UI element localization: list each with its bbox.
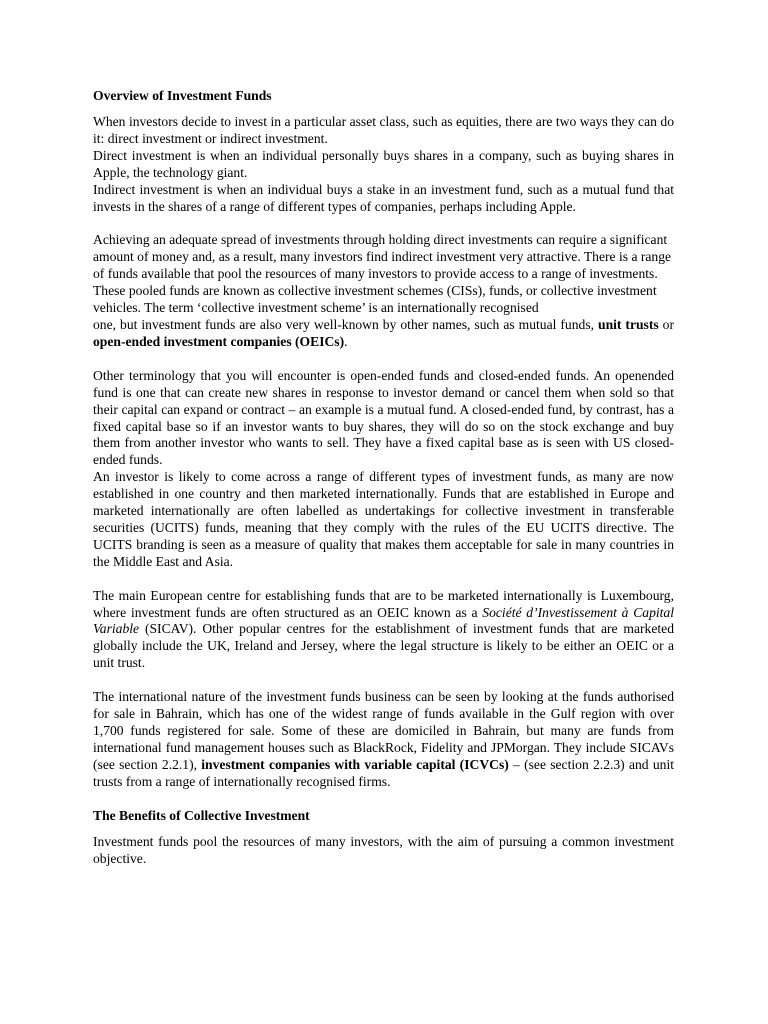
term-icvcs: investment companies with variable capital (ICVCs) [201, 756, 509, 772]
paragraph-bahrain [93, 689, 674, 790]
paragraph-luxembourg [93, 588, 674, 673]
term-oeics: open-ended investment companies (OEICs) [93, 333, 345, 349]
fund-names-or: or [658, 316, 674, 332]
paragraph-direct-investment: Direct investment is when an individual personally buys shares in a company, such as buying shares in Apple, the technology giant. [93, 147, 674, 180]
section-heading-benefits: The Benefits of Collective Investment [93, 807, 310, 823]
luxembourg-text-cont: (SICAV). Other popular centres for the establishment of investment funds that are marketed globally include the UK, Ireland and Jersey, where the legal structure is likely to be either an OEIC or a unit trust. [93, 621, 674, 671]
paragraph-fund-names [93, 317, 674, 351]
bahrain-text-cont: – (see section 2.2.3) and unit trusts from a range of internationally recognised firms. [93, 756, 674, 789]
luxembourg-text: The main European centre for establishing funds that are to be marketed internationally is Luxembourg, where investment funds are often structured as an OEIC known as a [93, 587, 674, 620]
paragraph-collective-schemes: Achieving an adequate spread of investments through holding direct investments can require a significant amount of money and, as a result, many investors find indirect investment very attractive. There is a range of funds available that pool the resources of many investors to provide access to a range of investments. These pooled funds are known as collective investment schemes (CISs), funds, or collective investment vehicles. The term ‘collective investment scheme’ is an internationally recognised [93, 232, 672, 316]
document-page [93, 86, 674, 867]
paragraph-indirect-investment: Indirect investment is when an individual buys a stake in an investment fund, such as a mutual fund that invests in the shares of a range of different types of companies, perhaps including Apple. [93, 181, 674, 214]
section-heading-overview: Overview of Investment Funds [93, 88, 272, 103]
term-sicav: Société d’Investissement à Capital Variable [93, 604, 675, 637]
paragraph-open-closed-ended: Other terminology that you will encounter is open-ended funds and closed-ended funds. An openended fund is one that can create new shares in response to investor demand or cancel them when sold so that their capital can expand or contract – an example is a mutual fund. A closed-ended fund, by contrast, has a fixed capital base so if an investor wants to buy shares, they will do so on the stock exchange and buy them from another investor who wants to sell. They have a fixed capital base as is seen with US closed-ended funds. [93, 367, 674, 468]
term-unit-trusts: unit trusts [598, 316, 659, 332]
fund-names-period: . [344, 333, 348, 349]
paragraph-intro: When investors decide to invest in a particular asset class, such as equities, there are two ways they can do it: direct investment or indirect investment. [93, 114, 674, 146]
paragraph-benefits: Investment funds pool the resources of many investors, with the aim of pursuing a common investment objective. [93, 833, 674, 866]
bahrain-text: The international nature of the investment funds business can be seen by looking at the funds authorised for sale in Bahrain, which has one of the widest range of funds available in the Gulf region with over 1,700 funds registered for sale. Some of these are domiciled in Bahrain, but many are funds from international fund management houses such as BlackRock, Fidelity and JPMorgan. They include SICAVs (see section 2.2.1), [93, 689, 674, 772]
fund-names-text: one, but investment funds are also very well-known by other names, such as mutual funds, [93, 316, 595, 332]
paragraph-ucits: An investor is likely to come across a range of different types of investment funds, as many are now established in one country and then marketed internationally. Funds that are established in Europe and marketed internationally are often labelled as undertakings for collective investment in transferable securities (UCITS) funds, meaning that they comply with the rules of the EU UCITS directive. The UCITS branding is seen as a measure of quality that makes them acceptable for sale in many countries in the Middle East and Asia. [93, 469, 674, 569]
